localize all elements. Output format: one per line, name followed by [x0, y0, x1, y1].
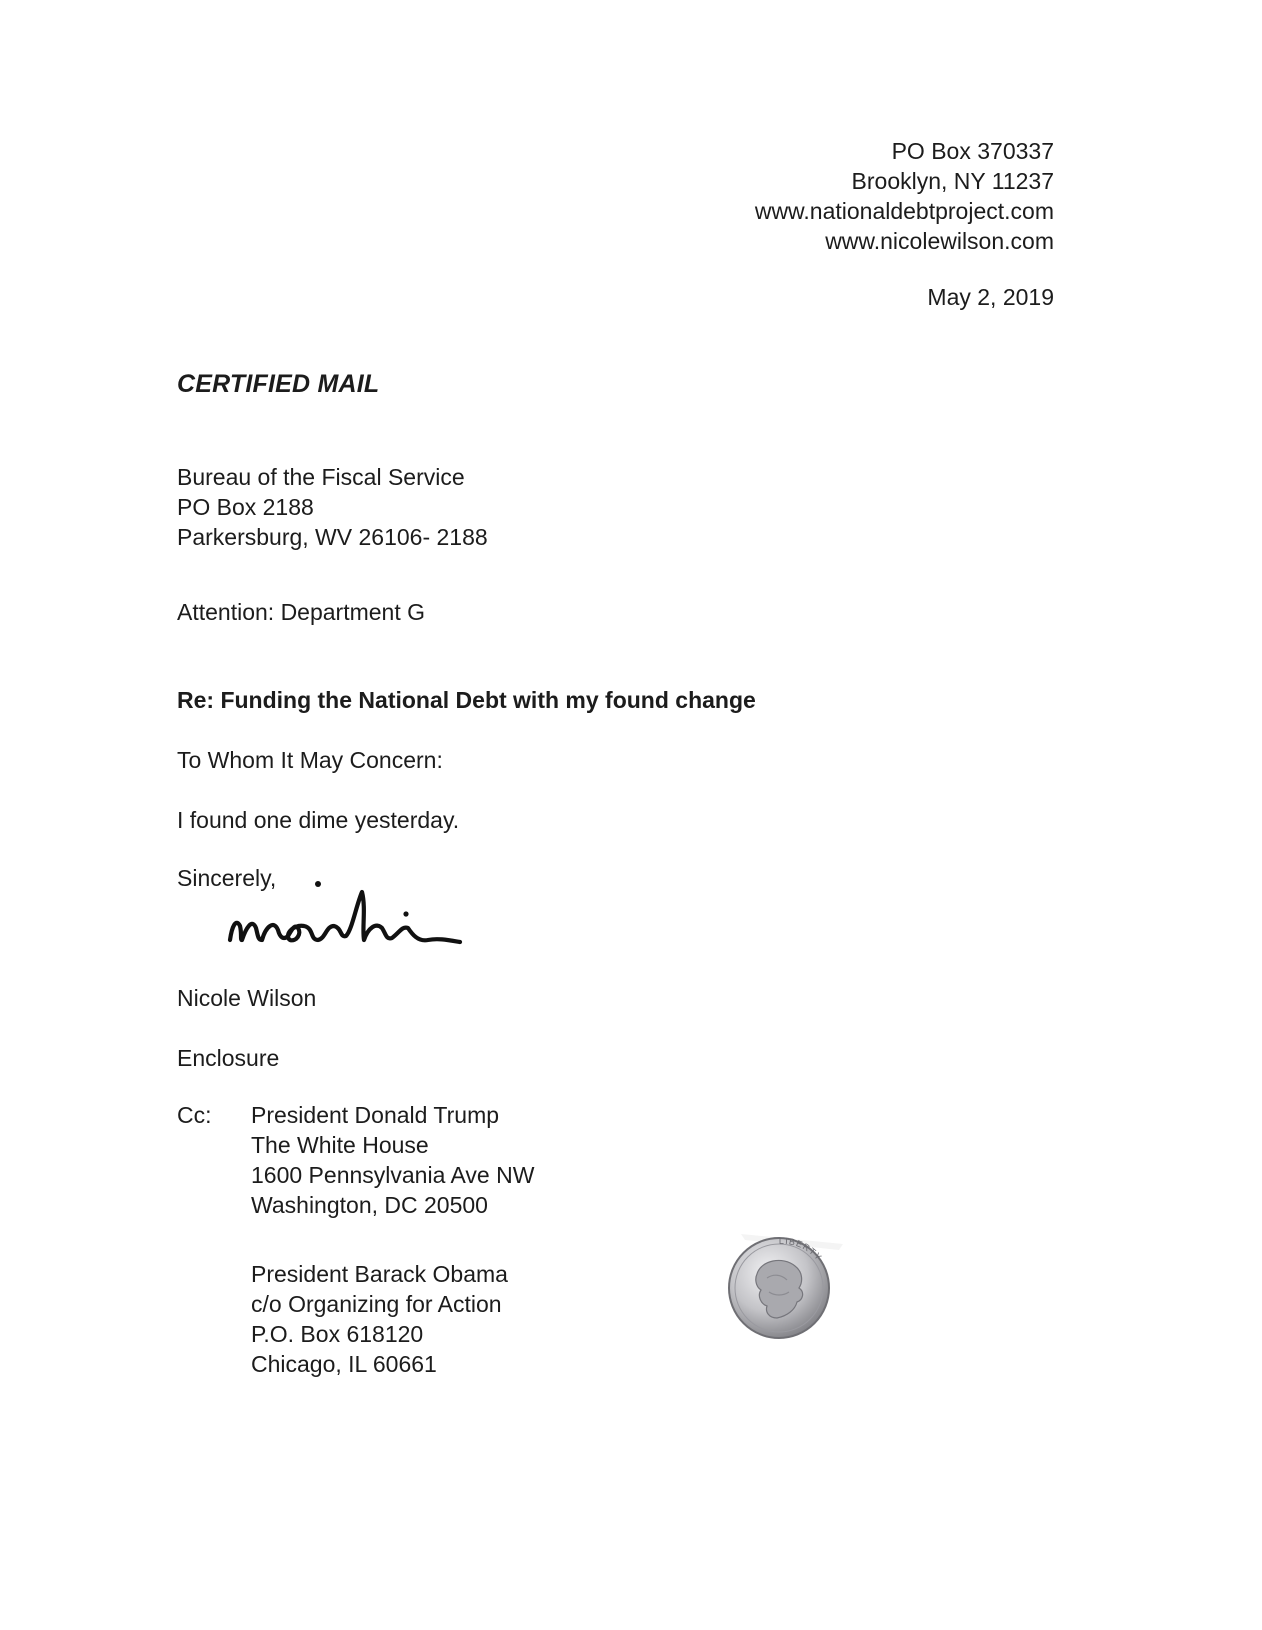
cc-recipient-1-line1: President Donald Trump: [251, 1102, 500, 1128]
attention-line: Attention: Department G: [177, 599, 426, 625]
delivery-method: CERTIFIED MAIL: [177, 370, 380, 398]
cc-recipient-1-line4: Washington, DC 20500: [251, 1192, 488, 1218]
dime-coin-image: [721, 1226, 851, 1348]
cc-recipient-1-line3: 1600 Pennsylvania Ave NW: [251, 1162, 535, 1188]
sender-address-line2: Brooklyn, NY 11237: [851, 168, 1054, 194]
enclosure-note: Enclosure: [177, 1045, 280, 1071]
cc-recipient-2-line2: c/o Organizing for Action: [251, 1291, 502, 1317]
subject-line: Re: Funding the National Debt with my found change: [177, 687, 756, 713]
salutation: To Whom It May Concern:: [177, 747, 443, 773]
recipient-address-line2: Parkersburg, WV 26106- 2188: [177, 524, 488, 550]
cc-recipient-2-line4: Chicago, IL 60661: [251, 1351, 437, 1377]
letter-body: I found one dime yesterday.: [177, 807, 460, 833]
sender-address-line1: PO Box 370337: [891, 138, 1054, 164]
sender-website-2: www.nicolewilson.com: [825, 228, 1054, 254]
recipient-address-block: [177, 462, 488, 552]
cc-recipient-2-line3: P.O. Box 618120: [251, 1321, 424, 1347]
cc-label: Cc:: [177, 1102, 212, 1128]
closing: Sincerely,: [177, 865, 277, 891]
signer-name: Nicole Wilson: [177, 985, 317, 1011]
recipient-address-line1: PO Box 2188: [177, 494, 314, 520]
letter-date: May 2, 2019: [927, 284, 1054, 310]
handwritten-signature: [222, 878, 482, 958]
cc-recipient-1-line2: The White House: [251, 1132, 429, 1158]
sender-address-block: [554, 136, 1054, 256]
recipient-name: Bureau of the Fiscal Service: [177, 464, 465, 490]
cc-recipient-1: [251, 1100, 534, 1220]
cc-recipient-2-line1: President Barack Obama: [251, 1261, 508, 1287]
dime-inscription: LIBERTY: [778, 1235, 825, 1263]
cc-recipient-2: [251, 1259, 508, 1379]
sender-website-1: www.nationaldebtproject.com: [754, 198, 1054, 224]
